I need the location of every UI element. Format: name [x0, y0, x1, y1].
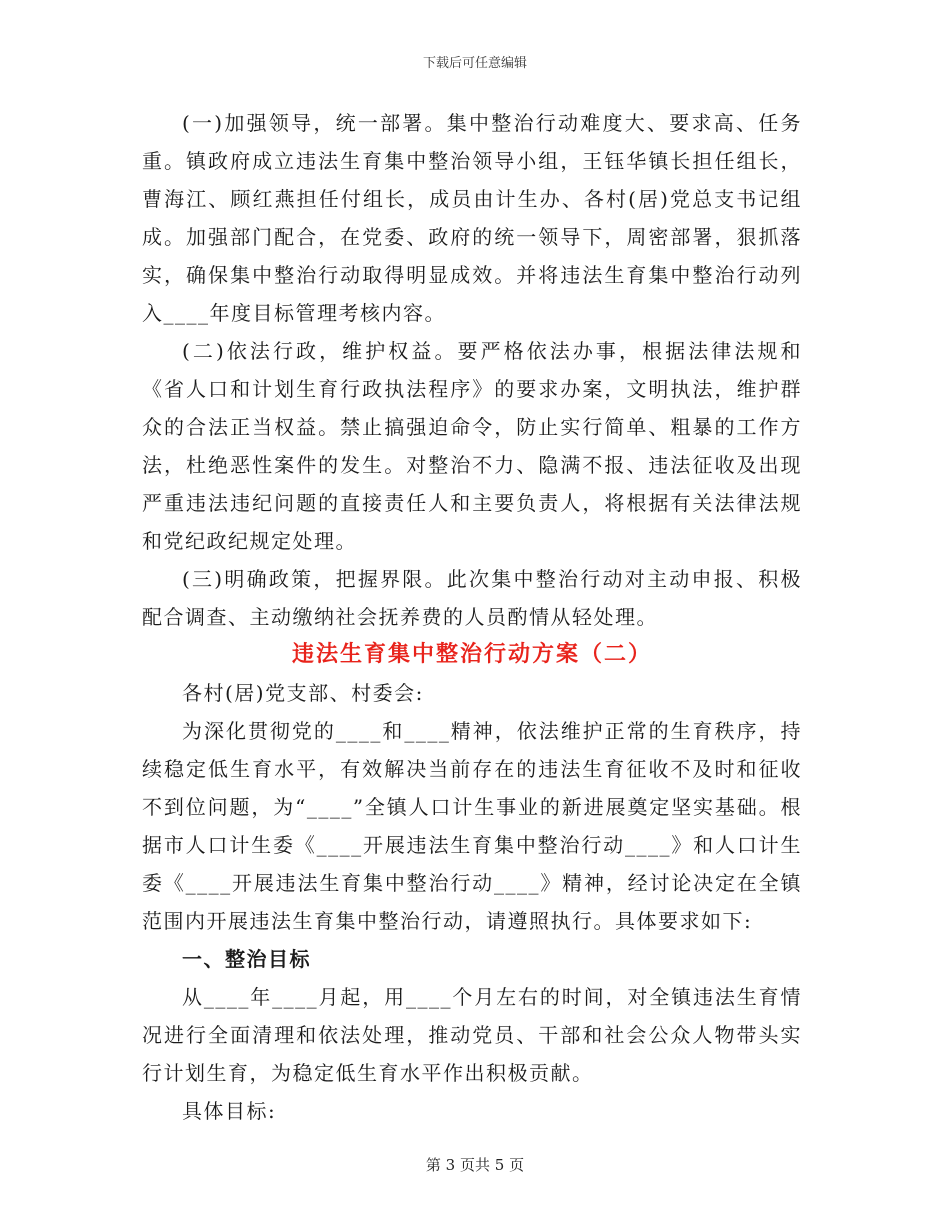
- salutation: 各村(居)党支部、村委会:: [182, 681, 424, 705]
- document-body: [142, 104, 802, 1130]
- paragraph-leadership: (一)加强领导，统一部署。集中整治行动难度大、要求高、任务重。镇政府成立违法生育集中整治领导小组，王钰华镇长担任组长，曹海江、顾红燕担任付组长，成员由计生办、各村(居)党总支书记组成。加强部门配合，在党委、政府的统一领导下，周密部署，狠抓落实，确保集中整治行动取得明显成效。并将违法生育集中整治行动列入____年度目标管理考核内容。: [142, 111, 802, 325]
- page-header: 下载后可任意编辑: [422, 56, 527, 71]
- paragraph-specific-goals: 具体目标:: [182, 1099, 277, 1123]
- paragraph-policy: (三)明确政策，把握界限。此次集中整治行动对主动申报、积极配合调查、主动缴纳社会抚养费的人员酌情从轻处理。: [142, 567, 802, 629]
- section-heading-goals: 一、整治目标: [182, 947, 311, 971]
- paragraph-lawful-administration: (二)依法行政，维护权益。要严格依法办事，根据法律法规和《省人口和计划生育行政执法程序》的要求办案，文明执法，维护群众的合法正当权益。禁止搞强迫命令，防止实行简单、粗暴的工作方法，杜绝恶性案件的发生。对整治不力、隐满不报、违法征收及出现严重违法违纪问题的直接责任人和主要负责人，将根据有关法律法规和党纪政纪规定处理。: [142, 339, 802, 553]
- paragraph-purpose: 为深化贯彻党的____和____精神，依法维护正常的生育秩序，持续稳定低生育水平，有效解决当前存在的违法生育征收不及时和征收不到位问题，为“____”全镇人口计生事业的新进展奠定坚实基础。根据市人口计生委《____开展违法生育集中整治行动____》和人口计生委《____开展违法生育集中整治行动____》精神，经讨论决定在全镇范围内开展违法生育集中整治行动，请遵照执行。具体要求如下:: [142, 719, 802, 933]
- page-footer: 第 3 页共 5 页: [425, 1156, 525, 1174]
- paragraph-goals: 从____年____月起，用____个月左右的时间，对全镇违法生育情况进行全面清理和依法处理，推动党员、干部和社会公众人物带头实行计划生育，为稳定低生育水平作出积极贡献。: [142, 985, 802, 1085]
- document-title: 违法生育集中整治行动方案（二）: [291, 642, 652, 667]
